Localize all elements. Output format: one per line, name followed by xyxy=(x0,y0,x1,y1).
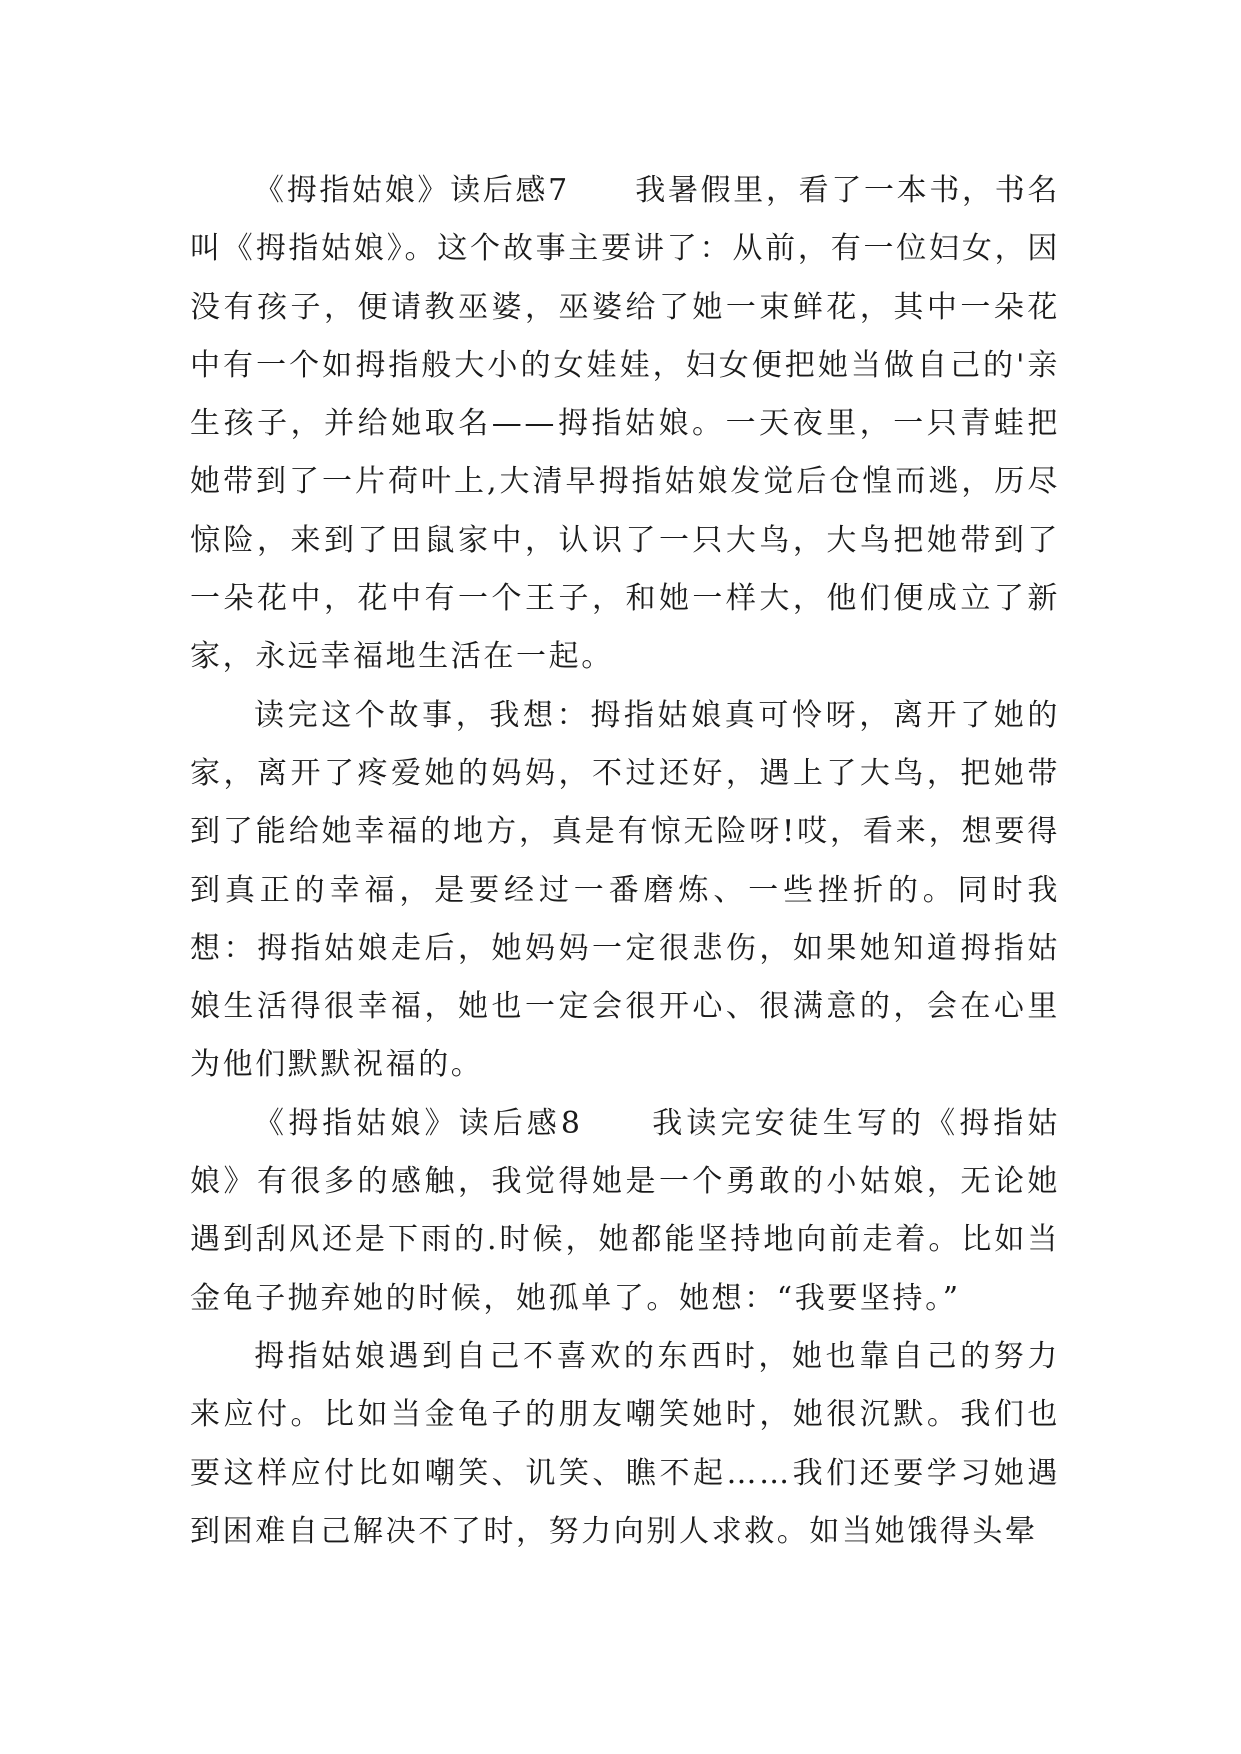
paragraph-lessons: 拇指姑娘遇到自己不喜欢的东西时，她也靠自己的努力来应付。比如当金龟子的朋友嘲笑她时，她很沉默。我们也要这样应付比如嘲笑、讥笑、瞧不起……我们还要学习她遇到困难自己解决不了时，努力向别人求救。如当她饿得头晕 xyxy=(190,1338,1060,1549)
document-body xyxy=(190,162,1060,1561)
paragraph-review-7: 《拇指姑娘》读后感7 我暑假里，看了一本书，书名叫《拇指姑娘》。这个故事主要讲了：从前，有一位妇女，因没有孩子，便请教巫婆，巫婆给了她一束鲜花，其中一朵花中有一个如拇指般大小的女娃娃，妇女便把她当做自己的'亲生孩子，并给她取名——拇指姑娘。一天夜里，一只青蛙把她带到了一片荷叶上,大清早拇指姑娘发觉后仓惶而逃，历尽惊险，来到了田鼠家中，认识了一只大鸟，大鸟把她带到了一朵花中，花中有一个王子，和她一样大，他们便成立了新家，永远幸福地生活在一起。 xyxy=(190,173,1060,675)
paragraph-review-8: 《拇指姑娘》读后感8 我读完安徒生写的《拇指姑娘》有很多的感触，我觉得她是一个勇敢的小姑娘，无论她遇到刮风还是下雨的.时候，她都能坚持地向前走着。比如当金龟子抛弃她的时候，她孤单了。她想：“我要坚持。” xyxy=(190,1105,1060,1316)
paragraph-reflection: 读完这个故事，我想：拇指姑娘真可怜呀，离开了她的家，离开了疼爱她的妈妈，不过还好，遇上了大鸟，把她带到了能给她幸福的地方，真是有惊无险呀!哎，看来，想要得到真正的幸福，是要经过一番磨炼、一些挫折的。同时我想：拇指姑娘走后，她妈妈一定很悲伤，如果她知道拇指姑娘生活得很幸福，她也一定会很开心、很满意的，会在心里为他们默默祝福的。 xyxy=(190,697,1060,1083)
